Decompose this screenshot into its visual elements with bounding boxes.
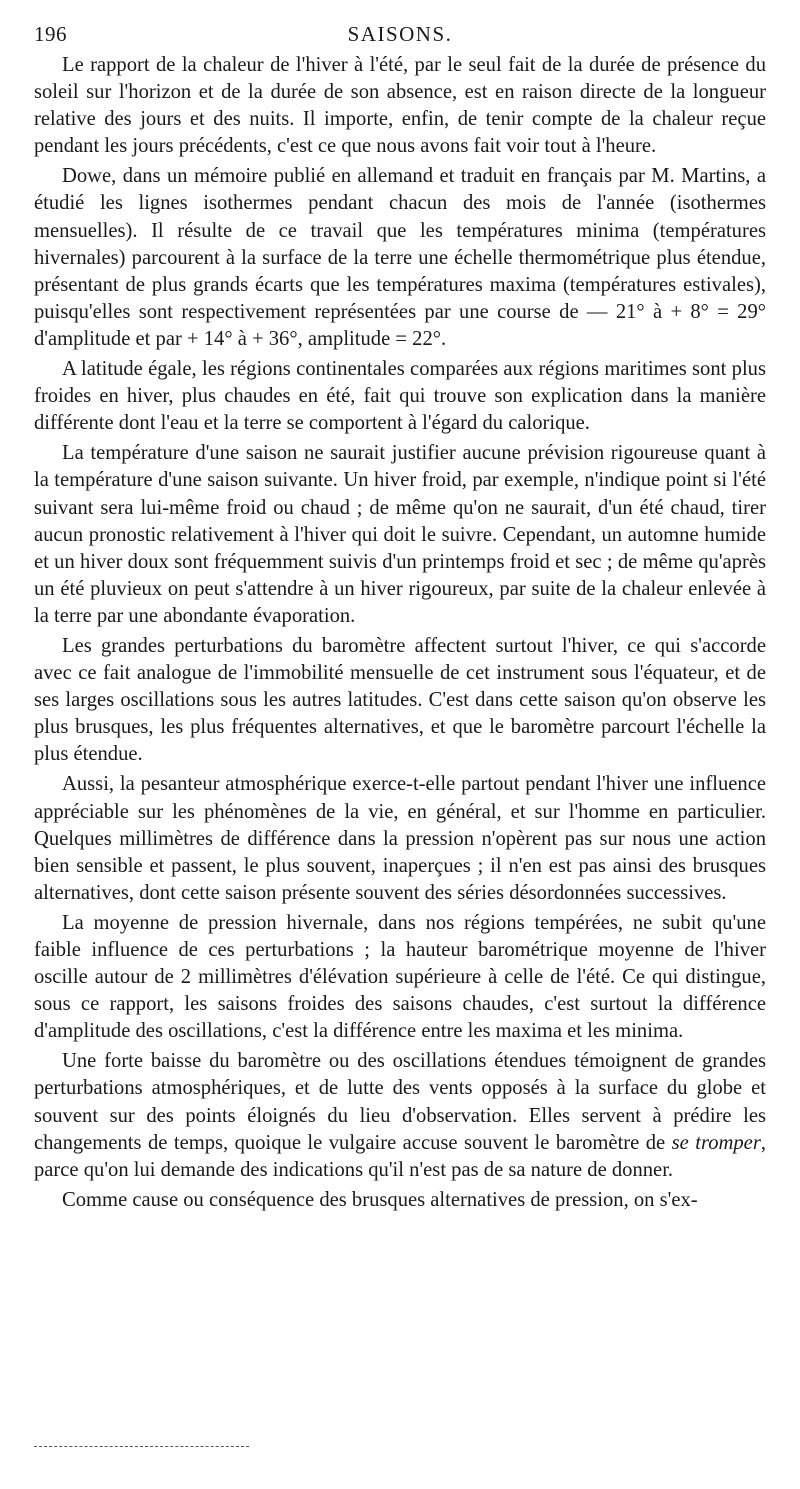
paragraph-barometer-drop <box>34 1048 766 1183</box>
body-text <box>34 52 766 1214</box>
running-title: SAISONS. <box>347 22 453 46</box>
paragraph-dowe-isotherms: Dowe, dans un mémoire publié en allemand et traduit en français par M. Martins, a étudié les lignes isothermes pendant chacun des mois de l'année (isothermes mensuelles). Il résulte de ce travail que les températures minima (températures hivernales) parcourent à la surface de la terre une échelle thermométrique plus étendue, présentant de plus grands écarts que les températures maxima (températures estivales), puisqu'elles sont respectivement représentées par une course de — 21° à + 8° = 29° d'amplitude et par + 14° à + 36°, amplitude = 22°. <box>34 165 766 350</box>
paragraph-pressure-alternatives: Comme cause ou conséquence des brusques alternatives de pression, on s'ex- <box>62 1188 698 1211</box>
italic-phrase: se tromper <box>671 1131 761 1154</box>
paragraph-barometer-perturbations: Les grandes perturbations du baromètre affectent surtout l'hiver, ce qui s'accorde avec ce fait analogue de l'immobilité mensuelle de cet instrument sous l'équateur, et de ses larges oscillations sous les autres latitudes. C'est dans cette saison qu'on observe les plus brusques, les plus fréquentes alternatives, et que le baromètre parcourt l'échelle la plus étendue. <box>34 634 766 766</box>
paragraph-atmospheric-weight: Aussi, la pesanteur atmosphérique exerce-t-elle partout pendant l'hiver une influence appréciable sur les phénomènes de la vie, en général, et sur l'homme en particulier. Quelques millimètres de différence dans la pression n'opèrent pas sur nous une action bien sensible et passent, le plus souvent, inaperçues ; il n'en est pas ainsi des brusques alternatives, dont cette saison présente souvent des séries désordonnées successives. <box>34 773 766 904</box>
page-header <box>34 22 766 52</box>
paragraph-text-part: Une forte baisse du baromètre ou des oscillations étendues témoignent de grandes perturbations atmosphériques, et de lutte des vents opposés à la surface du globe et souvent sur des points éloignés du lieu d'observation. Elles servent à prédire les changements de temps, quoique le vulgaire accuse souvent le baromètre de <box>34 1050 766 1154</box>
footer-rule <box>34 1446 249 1447</box>
paragraph-text-part: , parce qu'on lui demande des indications qu'il n'est pas de sa nature de donner. <box>34 1131 766 1181</box>
page-number: 196 <box>34 22 67 46</box>
paragraph-winter-pressure-mean: La moyenne de pression hivernale, dans nos régions tempérées, ne subit qu'une faible influence de ces perturbations ; la hauteur barométrique moyenne de l'hiver oscille autour de 2 millimètres d'élévation supérieure à celle de l'été. Ce qui distingue, sous ce rapport, les saisons froides des saisons chaudes, c'est surtout la différence d'amplitude des oscillations, c'est la différence entre les maxima et les minima. <box>34 911 766 1043</box>
paragraph-continental-regions: A latitude égale, les régions continentales comparées aux régions maritimes sont plus froides en hiver, plus chaudes en été, fait qui trouve son explication dans la manière différente dont l'eau et la terre se comportent à l'égard du calorique. <box>34 358 766 435</box>
book-page <box>34 22 766 1214</box>
paragraph-season-prediction: La température d'une saison ne saurait justifier aucune prévision rigoureuse quant à la température d'une saison suivante. Un hiver froid, par exemple, n'indique point si l'été suivant sera lui-même froid ou chaud ; de même qu'on ne saurait, d'un été chaud, tirer aucun pronostic relativement à l'hiver qui doit le suivre. Cependant, un automne humide et un hiver doux sont fréquemment suivis d'un printemps froid et sec ; de même qu'après un été pluvieux on peut s'attendre à un hiver rigoureux, par suite de la chaleur enlevée à la terre par une abondante évaporation. <box>34 442 766 627</box>
paragraph-winter-heat-ratio: Le rapport de la chaleur de l'hiver à l'été, par le seul fait de la durée de présence du soleil sur l'horizon et de la durée de son absence, est en raison directe de la longueur relative des jours et des nuits. Il importe, enfin, de tenir compte de la chaleur reçue pendant les jours précédents, c'est ce que nous avons fait voir tout à l'heure. <box>34 54 766 158</box>
